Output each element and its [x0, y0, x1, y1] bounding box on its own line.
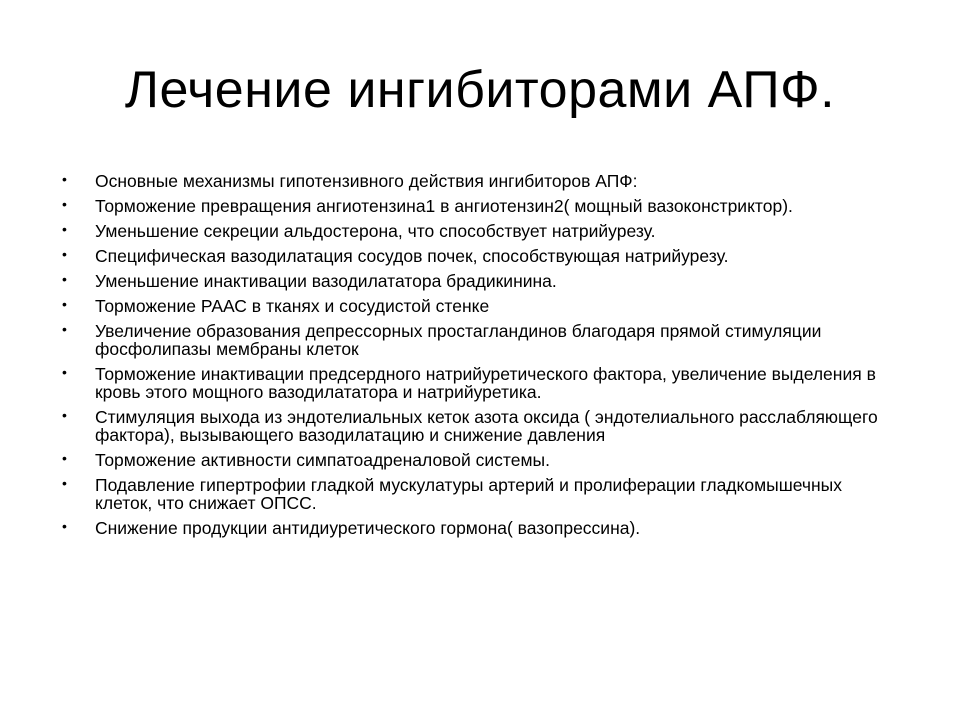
bullet-text: Торможение превращения ангиотензина1 в ангиотензин2( мощный вазоконстриктор). [95, 196, 793, 216]
bullet-icon: • [62, 171, 67, 187]
list-item [60, 476, 855, 512]
bullet-text: Уменьшение секреции альдостерона, что способствует натрийурезу. [95, 221, 656, 241]
bullet-text: Торможение РААС в тканях и сосудистой стенке [95, 296, 490, 316]
bullet-text: Основные механизмы гипотензивного действия ингибиторов АПФ: [95, 171, 638, 191]
bullet-text: Подавление гипертрофии гладкой мускулатуры артерий и пролиферации гладкомышечных клеток, что снижает ОПСС. [95, 475, 843, 513]
bullet-text: Специфическая вазодилатация сосудов почек, способствующая натрийурезу. [95, 246, 729, 266]
list-item [60, 222, 910, 240]
list-item [60, 322, 895, 358]
bullet-text: Торможение активности симпатоадреналовой системы. [95, 450, 550, 470]
bullet-icon: • [62, 475, 67, 491]
list-item [60, 408, 895, 444]
bullet-text: Увеличение образования депрессорных простагландинов благодаря прямой стимуляции фосфолипазы мембраны клеток [95, 321, 822, 359]
bullet-text: Снижение продукции антидиуретического гормона( вазопрессина). [95, 518, 641, 538]
bullet-text: Торможение инактивации предсердного натрийуретического фактора, увеличение выделения в кровь этого мощного вазодилататора и натрийуретика. [95, 364, 876, 402]
bullet-icon: • [62, 296, 67, 312]
list-item [60, 172, 910, 190]
bullet-icon: • [62, 321, 67, 337]
list-item [60, 519, 910, 537]
bullet-icon: • [62, 246, 67, 262]
bullet-list [60, 172, 910, 544]
list-item [60, 365, 910, 401]
bullet-text: Уменьшение инактивации вазодилататора брадикинина. [95, 271, 557, 291]
bullet-icon: • [62, 450, 67, 466]
slide-title: Лечение ингибиторами АПФ. [124, 61, 836, 119]
bullet-icon: • [62, 196, 67, 212]
bullet-icon: • [62, 518, 67, 534]
list-item [60, 297, 910, 315]
list-item [60, 451, 910, 469]
bullet-icon: • [62, 407, 67, 423]
bullet-icon: • [62, 364, 67, 380]
list-item [60, 197, 795, 215]
list-item [60, 272, 910, 290]
bullet-text: Стимуляция выхода из эндотелиальных кеток азота оксида ( эндотелиального расслабляющего фактора), вызывающего вазодилатацию и снижение давления [95, 407, 878, 445]
bullet-icon: • [62, 221, 67, 237]
bullet-icon: • [62, 271, 67, 287]
list-item [60, 247, 910, 265]
